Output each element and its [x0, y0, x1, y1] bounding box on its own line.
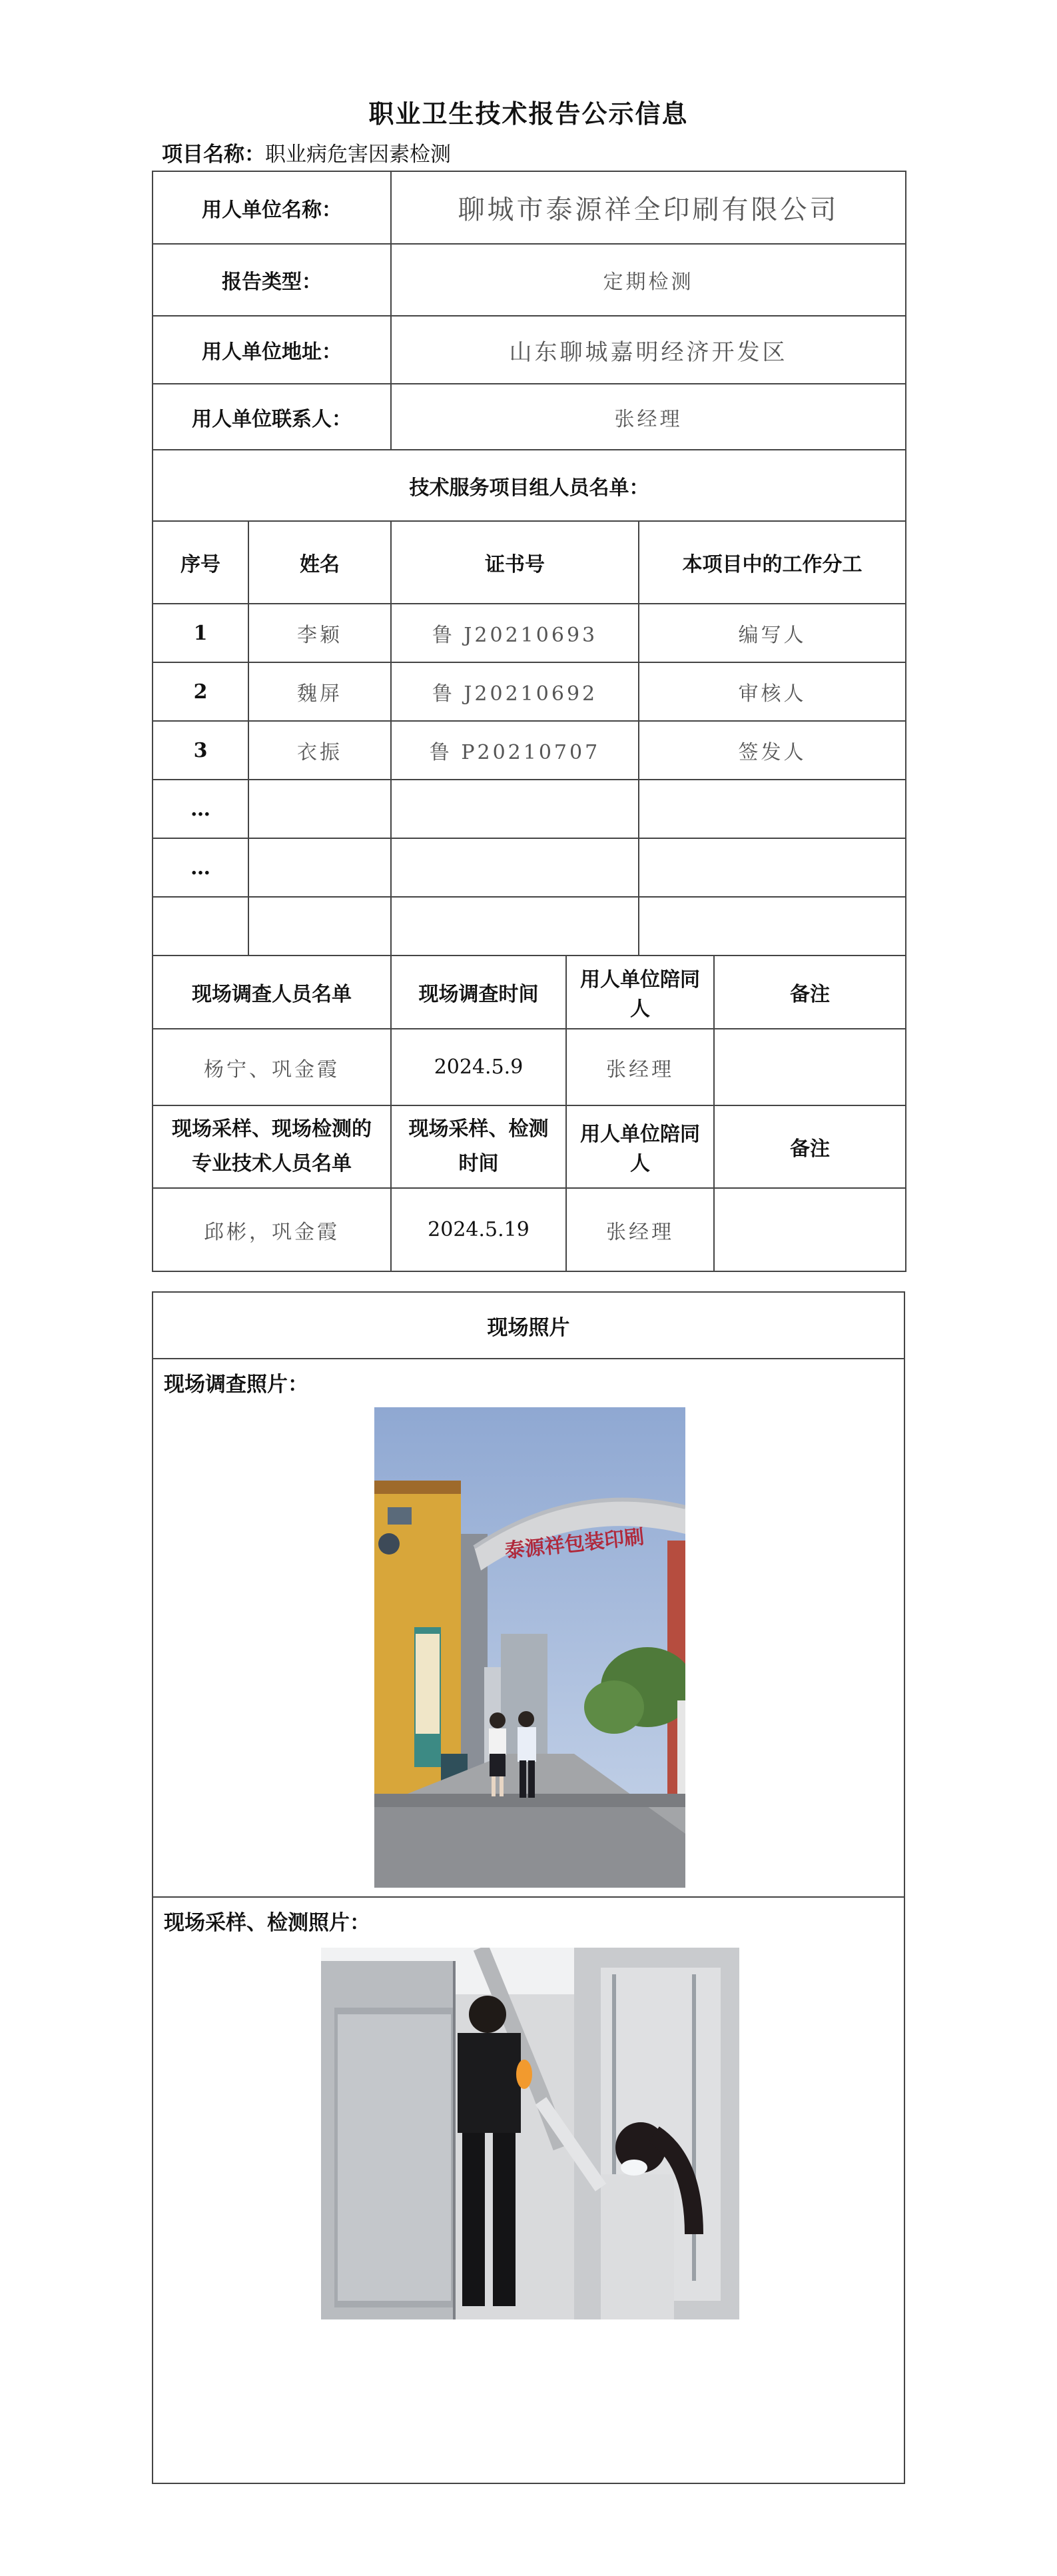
team-heading: 技术服务项目组人员名单：	[153, 450, 906, 521]
team-col-cert: 证书号	[391, 521, 639, 604]
table-row	[153, 838, 906, 897]
row-role	[639, 897, 906, 956]
sampling-col-date	[391, 1105, 566, 1188]
row-no: 1	[153, 604, 248, 662]
project-line	[162, 137, 451, 167]
row-cert: 鲁 J20210692	[391, 662, 639, 721]
info-table	[152, 171, 906, 1272]
team-col-name: 姓名	[248, 521, 391, 604]
gate-sign-text: 泰源祥包装印刷	[504, 1525, 645, 1563]
sampling-col-date-line2: 时间	[458, 1152, 499, 1175]
row-name	[248, 780, 391, 838]
row-name	[248, 838, 391, 897]
sampling-staff: 邱彬，巩金霞	[153, 1188, 391, 1271]
row-role	[639, 780, 906, 838]
survey-staff: 杨宁、巩金霞	[153, 1029, 391, 1105]
row-name	[248, 897, 391, 956]
row-name: 衣振	[248, 721, 391, 780]
employer-name-label: 用人单位名称：	[153, 171, 391, 244]
address-value: 山东聊城嘉明经济开发区	[391, 316, 906, 384]
sampling-col-staff	[153, 1105, 391, 1188]
team-col-no: 序号	[153, 521, 248, 604]
table-row	[153, 604, 906, 662]
row-no: …	[153, 780, 248, 838]
sampling-escort: 张经理	[566, 1188, 714, 1271]
sampling-photo	[321, 1948, 739, 2319]
row-cert	[391, 838, 639, 897]
contact-value: 张经理	[391, 384, 906, 450]
row-role: 签发人	[639, 721, 906, 780]
report-type-value: 定期检测	[391, 244, 906, 316]
row-no: 3	[153, 721, 248, 780]
survey-col-staff: 现场调查人员名单	[153, 956, 391, 1029]
table-row	[153, 721, 906, 780]
row-cert	[391, 780, 639, 838]
survey-col-escort: 用人单位陪同人	[566, 956, 714, 1029]
table-row	[153, 662, 906, 721]
sampling-col-date-line1: 现场采样、检测	[408, 1117, 549, 1141]
survey-photo-label: 现场调查照片：	[164, 1373, 308, 1397]
photo-divider	[153, 1896, 904, 1898]
sampling-col-note: 备注	[714, 1105, 906, 1188]
survey-col-note: 备注	[714, 956, 906, 1029]
row-cert: 鲁 P20210707	[391, 721, 639, 780]
row-role: 编写人	[639, 604, 906, 662]
sampling-col-staff-line2: 专业技术人员名单	[192, 1152, 352, 1175]
row-name: 魏屏	[248, 662, 391, 721]
sampling-note	[714, 1188, 906, 1271]
row-role: 审核人	[639, 662, 906, 721]
table-row	[153, 897, 906, 956]
contact-label: 用人单位联系人：	[153, 384, 391, 450]
page-title: 职业卫生技术报告公示信息	[368, 99, 689, 129]
row-role	[639, 838, 906, 897]
address-label: 用人单位地址：	[153, 316, 391, 384]
project-label: 项目名称：	[162, 143, 265, 167]
survey-escort: 张经理	[566, 1029, 714, 1105]
table-row	[153, 780, 906, 838]
row-no: …	[153, 838, 248, 897]
row-name: 李颖	[248, 604, 391, 662]
survey-photo	[374, 1407, 685, 1888]
row-cert	[391, 897, 639, 956]
survey-note	[714, 1029, 906, 1105]
row-no: 2	[153, 662, 248, 721]
photo-section	[152, 1291, 905, 2484]
row-no	[153, 897, 248, 956]
gate-scene-image	[374, 1407, 685, 1888]
team-col-role: 本项目中的工作分工	[639, 521, 906, 604]
sampling-date: 2024.5.19	[391, 1188, 566, 1271]
photo-heading: 现场照片	[153, 1293, 904, 1359]
sampling-photo-label: 现场采样、检测照片：	[164, 1911, 370, 1935]
survey-date: 2024.5.9	[391, 1029, 566, 1105]
sampling-col-staff-line1: 现场采样、现场检测的	[172, 1117, 372, 1141]
row-cert: 鲁 J20210693	[391, 604, 639, 662]
survey-col-date: 现场调查时间	[391, 956, 566, 1029]
project-value: 职业病危害因素检测	[265, 143, 451, 167]
sampling-scene-image	[321, 1948, 739, 2319]
employer-name-value: 聊城市泰源祥全印刷有限公司	[391, 171, 906, 244]
sampling-col-escort: 用人单位陪同人	[566, 1105, 714, 1188]
report-type-label: 报告类型：	[153, 244, 391, 316]
